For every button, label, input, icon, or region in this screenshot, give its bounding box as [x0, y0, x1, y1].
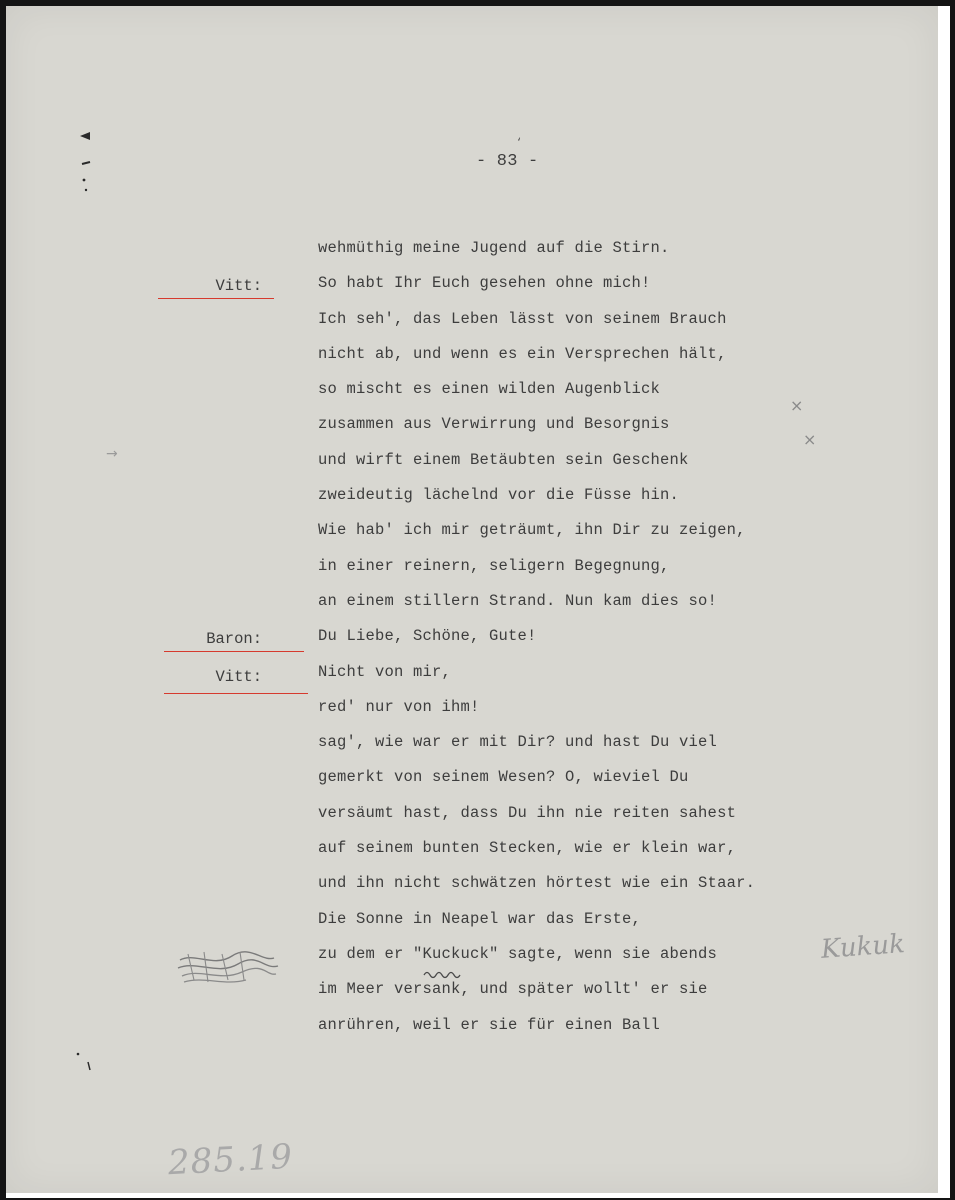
text-line: anrühren, weil er sie für einen Ball	[318, 1015, 661, 1034]
speaker-label-vitt-1: Vitt:	[215, 277, 262, 295]
text-line: Die Sonne in Neapel war das Erste,	[318, 909, 642, 928]
pencil-tick-mark: →	[106, 446, 118, 462]
text-line: nicht ab, und wenn es ein Versprechen hält,	[318, 344, 727, 363]
page-edge-bottom	[6, 1193, 950, 1198]
text-line: gemerkt von seinem Wesen? O, wieviel Du	[318, 768, 689, 787]
red-underline-vitt-1	[158, 298, 274, 299]
punch-marks	[78, 130, 98, 196]
archive-number: 285.19	[167, 1136, 294, 1184]
text-line: zu dem er "Kuckuck" sagte, wenn sie abends	[318, 944, 718, 963]
text-line: so mischt es einen wilden Augenblick	[318, 380, 661, 399]
dialogue-text	[318, 238, 755, 1050]
text-line: in einer reinern, seligern Begegnung,	[318, 556, 670, 575]
text-line: im Meer versank, und später wollt' er sie	[318, 980, 708, 999]
page-edge-right	[938, 6, 950, 1193]
text-line: versäumt hast, dass Du ihn nie reiten sahest	[318, 803, 737, 822]
text-line: sag', wie war er mit Dir? und hast Du viel	[318, 733, 718, 752]
speaker-label-baron: Baron:	[206, 630, 262, 648]
text-line: Wie hab' ich mir geträumt, ihn Dir zu zeigen,	[318, 521, 746, 540]
red-underline-baron	[164, 651, 304, 652]
red-underline-vitt-2	[164, 693, 308, 694]
speaker-label-vitt-2: Vitt:	[215, 668, 262, 686]
text-line: und ihn nicht schwätzen hörtest wie ein Staar.	[318, 874, 756, 893]
pencil-squiggle-underline	[422, 969, 466, 979]
edge-marks	[74, 1050, 94, 1076]
text-line: red' nur von ihm!	[318, 697, 480, 716]
page-number	[476, 138, 539, 171]
pencil-x-mark: ×	[790, 396, 804, 415]
text-line: So habt Ihr Euch gesehen ohne mich!	[318, 274, 651, 293]
text-line: Ich seh', das Leben lässt von seinem Brauch	[318, 309, 727, 328]
crossed-out-scribble	[174, 946, 282, 990]
text-line: und wirft einem Betäubten sein Geschenk	[318, 450, 689, 469]
text-line: zweideutig lächelnd vor die Füsse hin.	[318, 486, 680, 505]
document-page	[6, 6, 938, 1193]
margin-annotation: Kukuk	[820, 929, 906, 965]
text-line: an einem stillern Strand. Nun kam dies so!	[318, 591, 718, 610]
page-number-mark: ‘	[516, 138, 523, 149]
text-line: Du Liebe, Schöne, Gute!	[318, 627, 537, 646]
text-line: wehmüthig meine Jugend auf die Stirn.	[318, 239, 670, 257]
text-line: auf seinem bunten Stecken, wie er klein war,	[318, 839, 737, 858]
text-line: Nicht von mir,	[318, 662, 452, 681]
text-line: zusammen aus Verwirrung und Besorgnis	[318, 415, 670, 434]
page-number-text: - 83 -	[476, 152, 539, 171]
pencil-x-mark: ×	[803, 430, 817, 449]
